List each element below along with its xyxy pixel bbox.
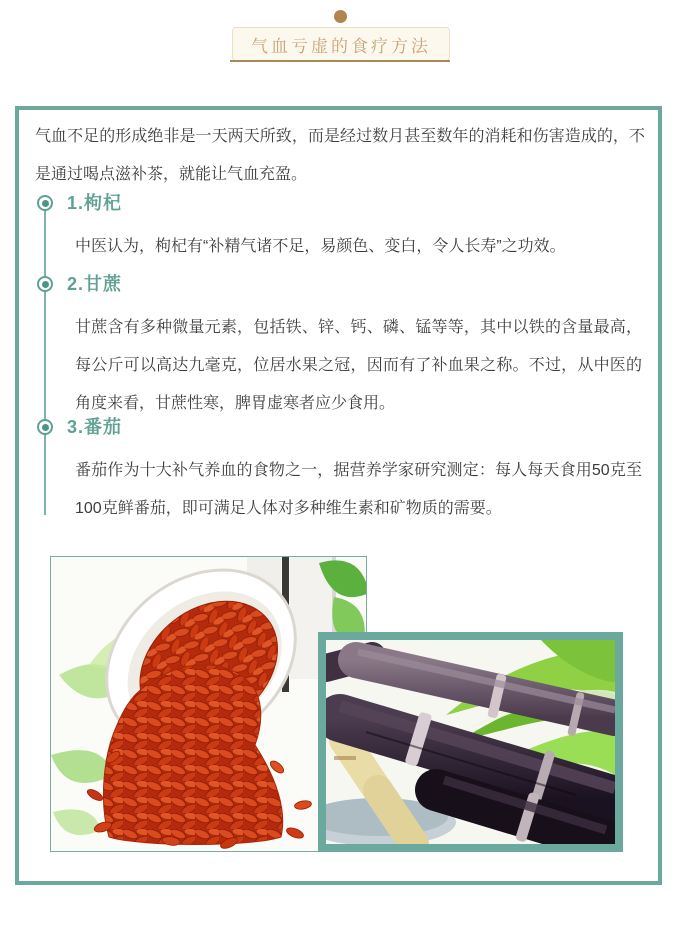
bullet-ring-icon	[37, 195, 53, 211]
sugarcane-illustration	[326, 640, 615, 844]
bullet-dot-icon	[42, 200, 49, 207]
timeline-connector	[44, 203, 46, 515]
content-card	[15, 106, 662, 885]
section-body-sugarcane: 甘蔗含有多种微量元素，包括铁、锌、钙、磷、锰等等，其中以铁的含量最高，每公斤可以高达九毫克，位居水果之冠，因而有了补血果之称。不过，从中医的角度来看，甘蔗性寒，脾胃虚寒者应少食用。	[75, 319, 642, 412]
section-heading-tomato: 3.番茄	[67, 417, 123, 437]
section-heading-goji: 1.枸杞	[67, 193, 123, 213]
bullet-dot-icon	[42, 424, 49, 431]
page-title: 气血亏虚的食疗方法	[251, 36, 431, 56]
section-body-goji: 中医认为，枸杞有“补精气诸不足，易颜色、变白，令人长寿”之功效。	[75, 238, 566, 255]
section-heading-sugarcane: 2.甘蔗	[67, 274, 123, 294]
sugarcane-image	[318, 632, 623, 852]
bullet-ring-icon	[37, 276, 53, 292]
intro-paragraph: 气血不足的形成绝非是一天两天所致，而是经过数月甚至数年的消耗和伤害造成的，不是通过喝点滋补茶，就能让气血充盈。	[35, 128, 645, 183]
bullet-dot-icon	[42, 281, 49, 288]
accent-dot-icon	[334, 10, 347, 23]
bullet-ring-icon	[37, 419, 53, 435]
page-title-box	[232, 27, 450, 61]
title-underline	[230, 60, 450, 62]
section-body-tomato: 番茄作为十大补气养血的食物之一，据营养学家研究测定：每人每天食用50克至100克鲜番茄，即可满足人体对多种维生素和矿物质的需要。	[75, 462, 642, 517]
